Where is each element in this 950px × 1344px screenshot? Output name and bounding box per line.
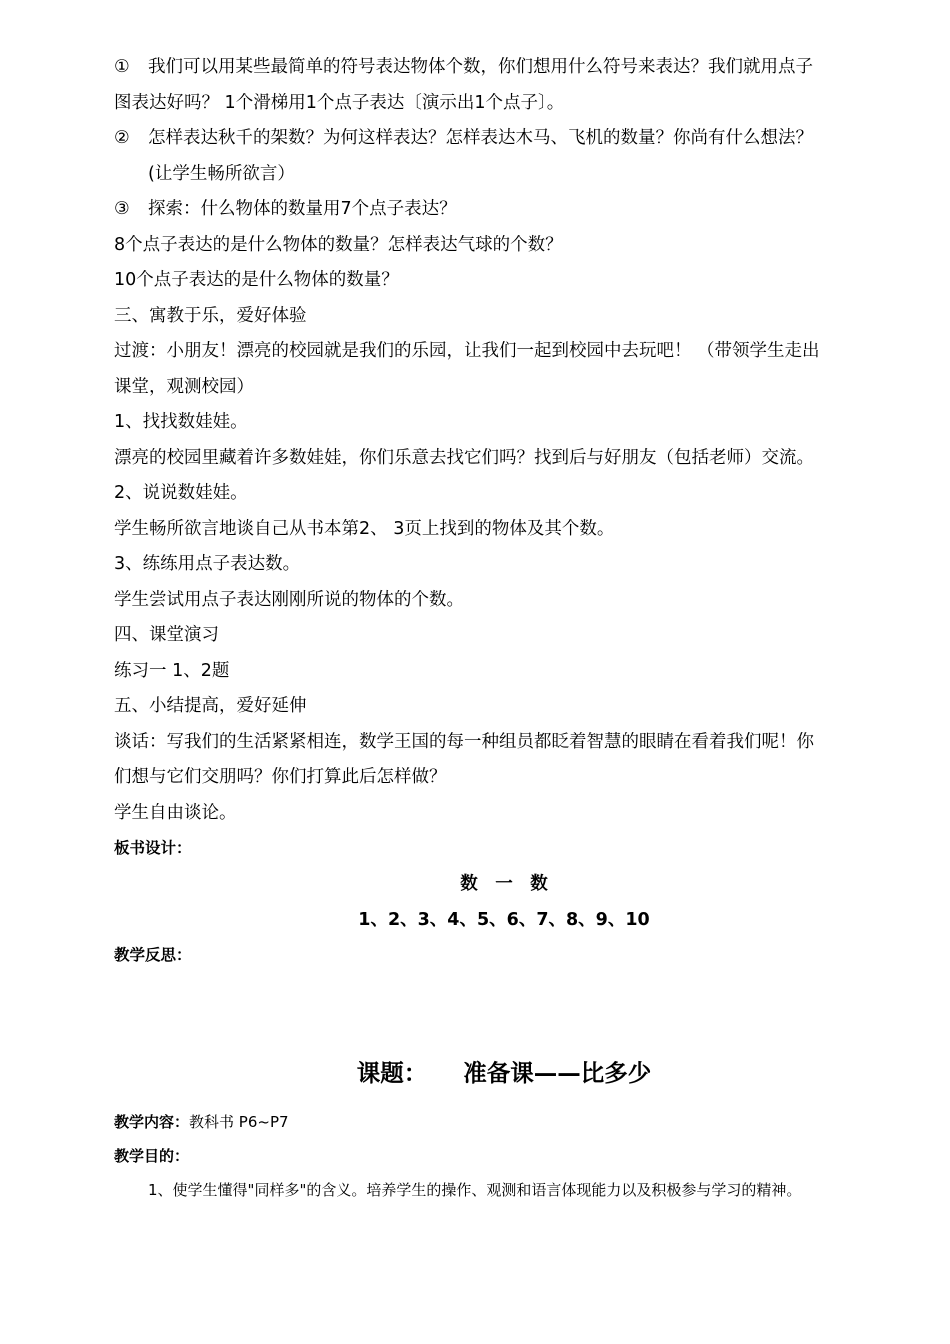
section-heading-5: 五、小结提高，爱好延伸 [114, 696, 307, 716]
paragraph-line-12: 漂亮的校园里藏着许多数娃娃，你们乐意去找它们吗？找到后与好朋友（包括老师）交流。 [114, 447, 814, 468]
paragraph-line-22: 学生自由谈论。 [114, 802, 237, 823]
reflection-heading: 教学反思： [114, 946, 192, 964]
circled-number-1: ① [114, 57, 130, 77]
step-heading-1: 1、找找数娃娃。 [114, 412, 248, 432]
board-design-heading: 板书设计： [114, 839, 192, 857]
paragraph-line-2: 图表达好吗？ 1个滑梯用1个点子表达〔演示出1个点子〕。 [114, 92, 565, 113]
paragraph-line-3: ② 怎样表达秋千的架数？为何这样表达？怎样表达木马、飞机的数量？你尚有什么想法？ [114, 121, 894, 157]
paragraph-line-18: 练习一 1、2题 [114, 660, 230, 681]
lesson-content-value: 教科书 P6~P7 [189, 1113, 289, 1131]
section-heading-4: 四、课堂演习 [114, 625, 219, 645]
lesson-content [114, 1105, 894, 1139]
step-heading-2: 2、说说数娃娃。 [114, 483, 248, 503]
circled-number-3: ③ [114, 199, 130, 219]
lesson-goal-item-1: 1、使学生懂得"同样多"的含义。培养学生的操作、观测和语言体现能力以及积极参与学习的精神。 [148, 1181, 802, 1199]
lesson-title [114, 1053, 894, 1093]
paragraph-line-7: 10个点子表达的是什么物体的数量？ [114, 270, 399, 290]
paragraph-line-9: 过渡：小朋友！漂亮的校园就是我们的乐园，让我们一起到校园中去玩吧！ （带领学生走出 [114, 341, 820, 361]
paragraph-line-14: 学生畅所欲言地谈自己从书本第2、 3页上找到的物体及其个数。 [114, 518, 615, 539]
paragraph-line-10: 课堂，观测校园） [114, 376, 254, 397]
paragraph-line-16: 学生尝试用点子表达刚刚所说的物体的个数。 [114, 589, 464, 610]
document-body [114, 50, 894, 1207]
section-heading-3: 三、寓教于乐，爱好体验 [114, 305, 307, 326]
lesson-content-label: 教学内容： [114, 1113, 190, 1131]
paragraph-line-5: ③ 探索：什么物体的数量用7个点子表达？ [114, 192, 894, 228]
paragraph-line-21: 们想与它们交朋吗？你们打算此后怎样做？ [114, 767, 447, 787]
step-heading-3: 3、练练用点子表达数。 [114, 554, 301, 574]
paragraph-line-1: ① 我们可以用某些最简单的符号表达物体个数，你们想用什么符号来表达？我们就用点子 [114, 50, 894, 86]
board-numbers: 1、2、3、4、5、6、7、8、9、10 [358, 910, 650, 930]
paragraph-line-6: 8个点子表达的是什么物体的数量？怎样表达气球的个数？ [114, 234, 563, 255]
paragraph-line-4: (让学生畅所欲言） [148, 163, 295, 184]
circled-number-2: ② [114, 128, 130, 148]
lesson-title-main: 准备课——比多少 [463, 1059, 652, 1087]
lesson-title-prefix: 课题： [356, 1059, 428, 1087]
paragraph-line-20: 谈话：写我们的生活紧紧相连，数学王国的每一种组员都眨着智慧的眼睛在看着我们呢！你 [114, 731, 814, 752]
board-title: 数 一 数 [460, 874, 548, 894]
lesson-goal-heading: 教学目的： [114, 1147, 190, 1165]
